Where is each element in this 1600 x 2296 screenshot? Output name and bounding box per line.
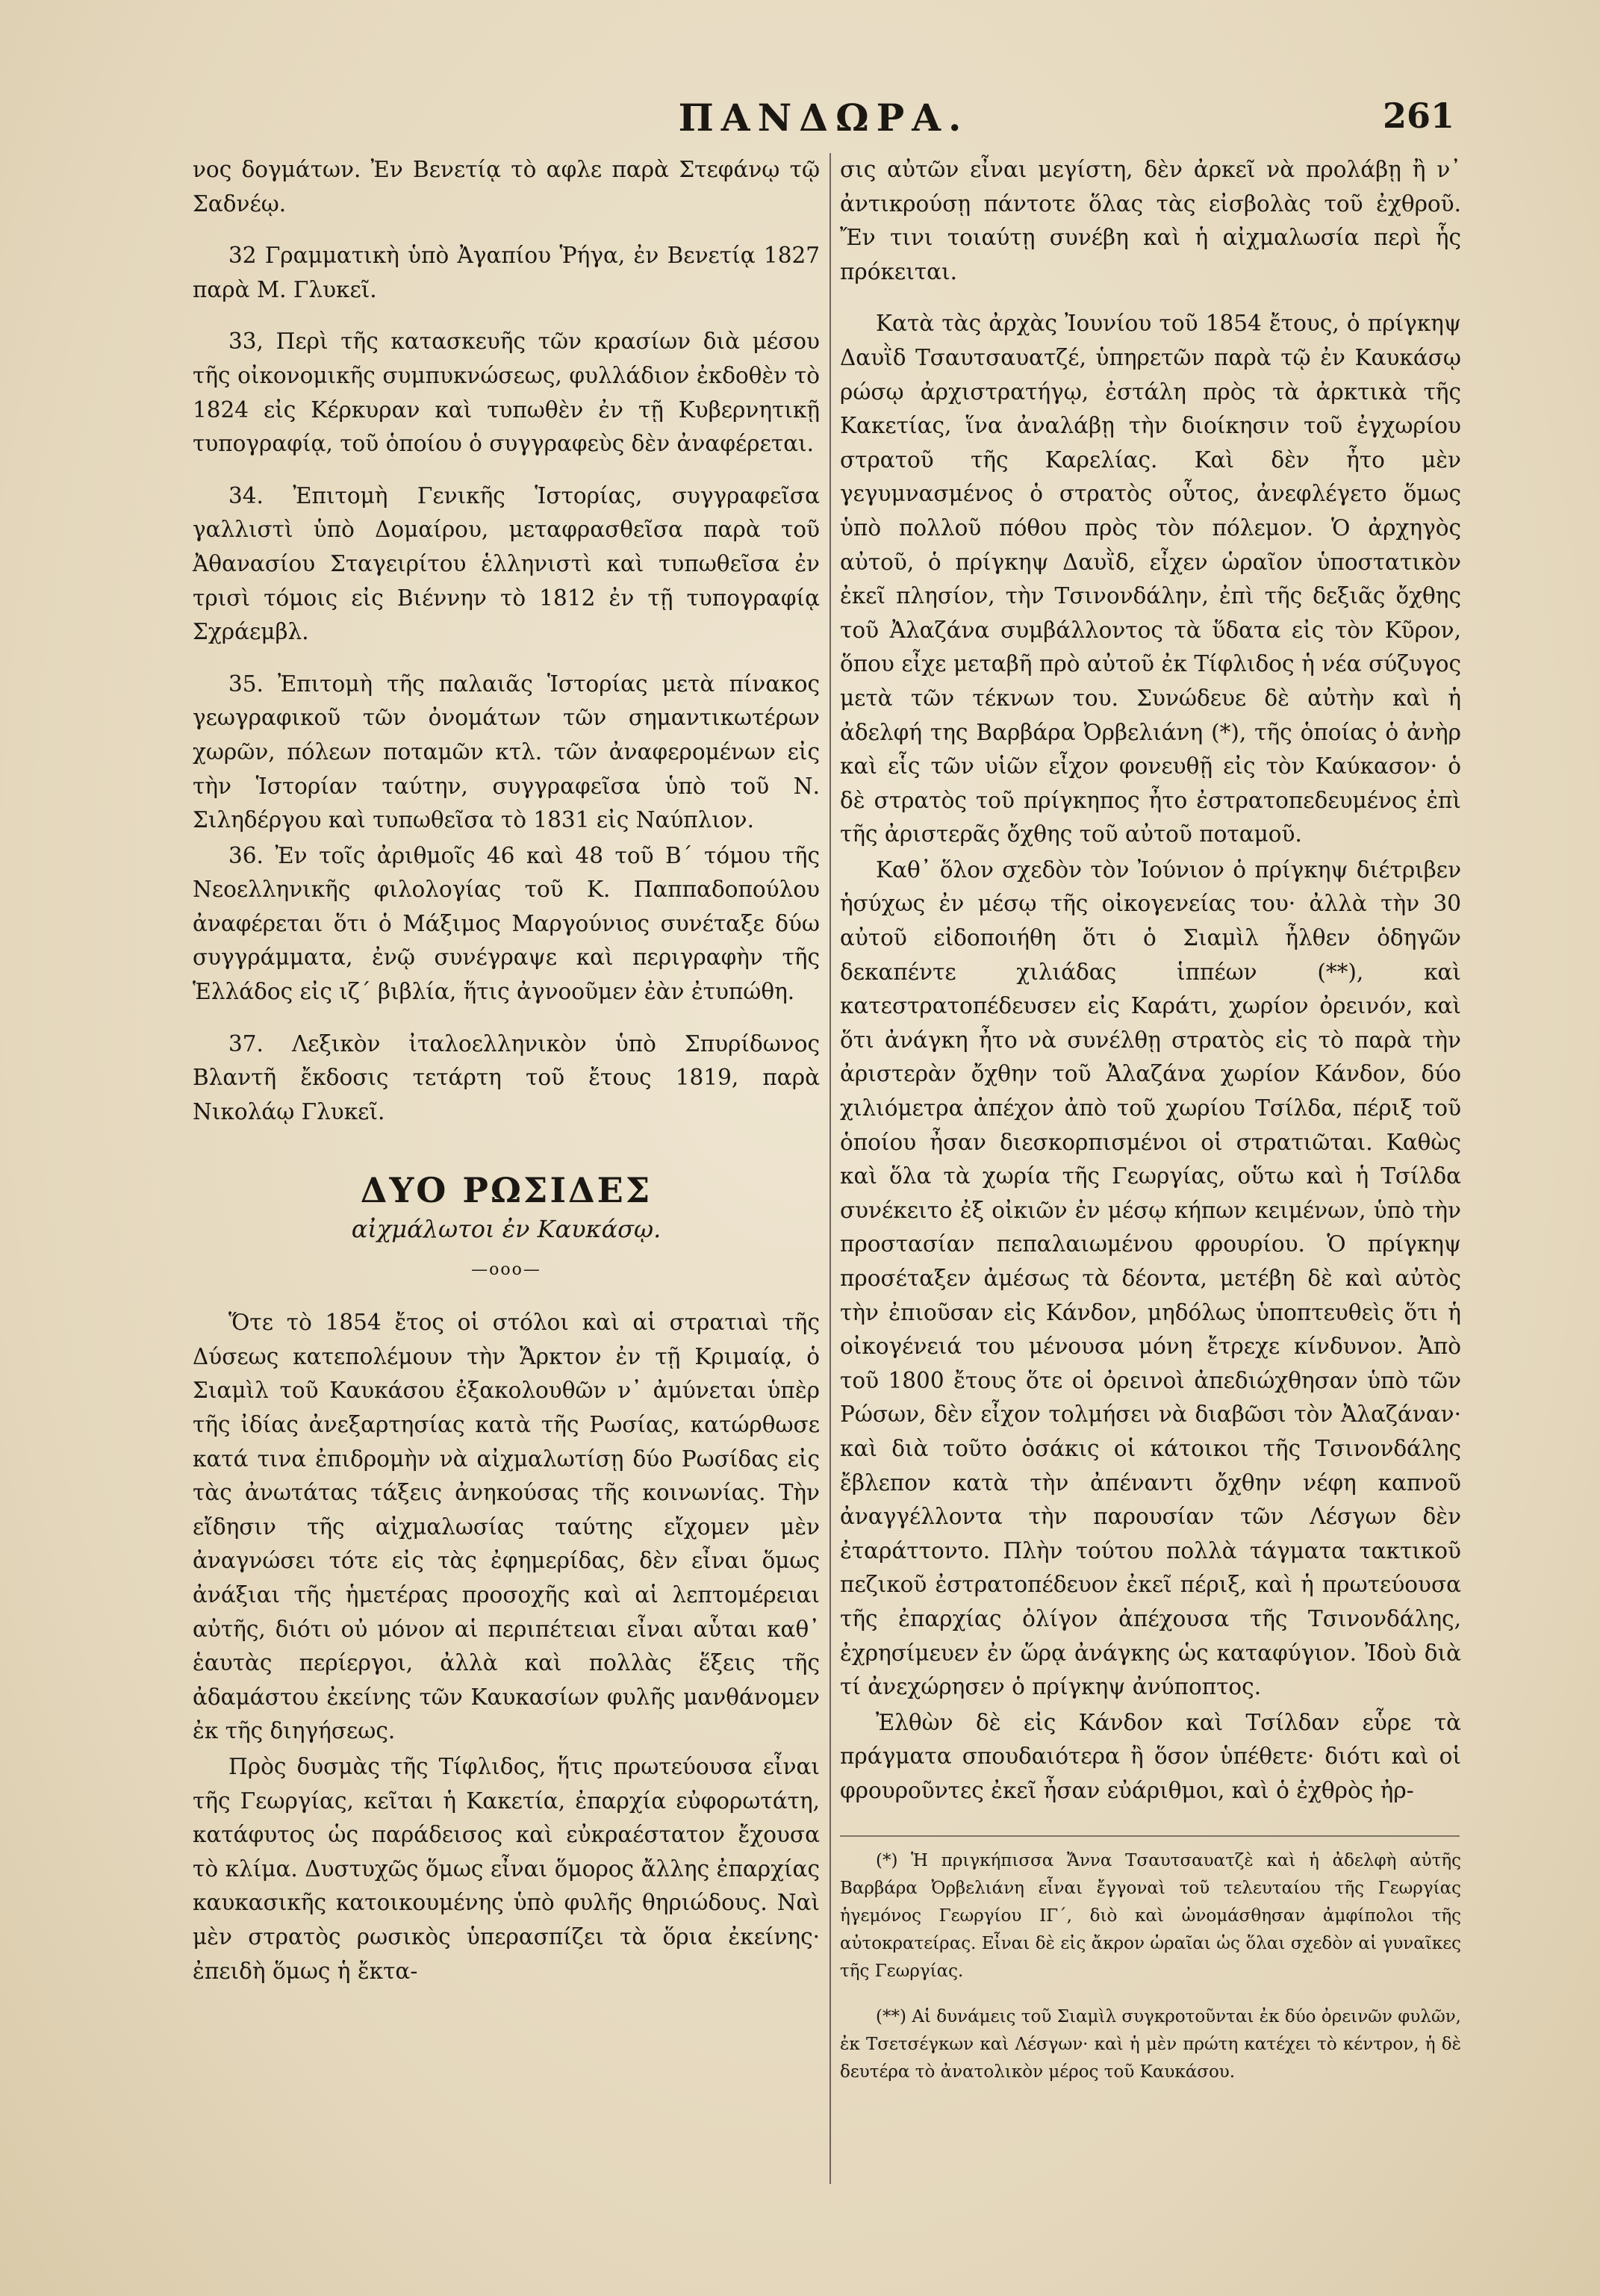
ornament-divider: —ooo— bbox=[471, 1260, 541, 1279]
article-paragraph: Ἐλθὼν δὲ εἰς Κάνδον καὶ Τσίλδαν εὗρε τὰ πράγματα σπουδαιότερα ἢ ὅσον ὑπέθετε· διότι καὶ οἱ φρουροῦντες ἐκεῖ ἦσαν εὐάριθμοι, καὶ ὁ ἐχθρὸς ἠρ- bbox=[840, 1709, 1461, 1803]
catalog-entry-34: 34. Ἐπιτομὴ Γενικῆς Ἱστορίας, συγγραφεῖσα γαλλιστὶ ὑπὸ Δομαίρου, μεταφρασθεῖσα παρὰ τοῦ Ἀθανασίου Σταγειρίτου ἑλληνιστὶ καὶ τυπωθεῖσα ἐν τρισὶ τόμοις εἰς Βιέννην τὸ 1812 ἐν τῇ τυπογραφίᾳ Σχράεμβλ. bbox=[193, 482, 820, 645]
article-subtitle: αἰχμάλωτοι ἐν Καυκάσῳ. bbox=[351, 1215, 662, 1244]
catalog-entry-36: 36. Ἐν τοῖς ἀριθμοῖς 46 καὶ 48 τοῦ Β΄ τόμου τῆς Νεοελληνικῆς φιλολογίας τοῦ Κ. Παππαδοπούλου ἀναφέρεται ὅτι ὁ Μάξιμος Μαργούνιος συνέταξε δύω συγγράμματα, ἐνῷ συνέγραψε καὶ περιγραφὴν τῆς Ἑλλάδος εἰς ιζ΄ βιβλία, ἥτις ἀγνοοῦμεν ἐὰν ἐτυπώθη. bbox=[193, 842, 820, 1005]
running-head: ΠΑΝΔΩΡΑ. bbox=[678, 96, 969, 140]
footnote-1: (*) Ἡ πριγκήπισσα Ἄννα Τσαυτσαυατζὲ καὶ ἡ ἀδελφὴ αὐτῆς Βαρβάρα Ὀρβελιάνη εἶναι ἔγγοναὶ τοῦ τελευταίου τῆς Γεωργίας ἡγεμόνος Γεωργίου ΙΓ΄, διὸ καὶ ὠνομάσθησαν ἀμφίπολοι τῆς αὐτοκρατείρας. Εἶναι δὲ εἰς ἄκρον ὡραῖαι ὡς ὅλαι σχεδὸν αἱ γυναῖκες τῆς Γεωργίας. bbox=[840, 1850, 1461, 1981]
article-paragraph: Πρὸς δυσμὰς τῆς Τίφλιδος, ἥτις πρωτεύουσα εἶναι τῆς Γεωργίας, κεῖται ἡ Κακετία, ἐπαρχία εὐφορωτάτη, κατάφυτος ὡς παράδεισος καὶ εὐκραέστατον ἔχουσα τὸ κλίμα. Δυστυχῶς ὅμως εἶναι ὅμορος ἄλλης ἐπαρχίας καυκασικῆς κατοικουμένης ὑπὸ φυλῆς θηριώδους. Ναὶ μὲν στρατὸς ρωσικὸς ὑπερασπίζει τὰ ὅρια ἐκείνης· ἐπειδὴ ὅμως ἡ ἔκτα- bbox=[193, 1753, 820, 1984]
column-divider bbox=[829, 153, 831, 2184]
catalog-entry-37: 37. Λεξικὸν ἰταλοελληνικὸν ὑπὸ Σπυρίδωνος Βλαντῆ ἔκδοσις τετάρτη τοῦ ἔτους 1819, παρὰ Νικολάῳ Γλυκεῖ. bbox=[193, 1030, 820, 1124]
catalog-entry-33: 33, Περὶ τῆς κατασκευῆς τῶν κρασίων διὰ μέσου τῆς οἰκονομικῆς συμπυκνώσεως, φυλλάδιον ἐκδοθὲν τὸ 1824 εἰς Κέρκυραν καὶ τυπωθὲν ἐν τῇ Κυβερνητικῇ τυπογραφίᾳ, τοῦ ὁποίου ὁ συγγραφεὺς δὲν ἀναφέρεται. bbox=[193, 329, 820, 457]
article-paragraph: Καθ᾿ ὅλον σχεδὸν τὸν Ἰούνιον ὁ πρίγκηψ διέτριβεν ἡσύχως ἐν μέσῳ τῆς οἰκογενείας του· ἀλλὰ τὴν 30 αὐτοῦ εἰδοποιήθη ὅτι ὁ Σιαμὶλ ἦλθεν ὁδηγῶν δεκαπέντε χιλιάδας ἱππέων (**), καὶ κατεστρατοπέδευσεν εἰς Καράτι, χωρίον ὀρεινόν, καὶ ὅτι ἀνάγκη ἦτο νὰ συνέλθῃ στρατὸς εἰς τὸ παρὰ τὴν ἀριστερὰν ὄχθην τοῦ Ἀλαζάνα χωρίον Κάνδον, δύο χιλιόμετρα ἀπέχον ἀπὸ τοῦ χωρίου Τσίλδα, πέριξ τοῦ ὁποίου ἦσαν διεσκορπισμένοι οἱ στρατιῶται. Καθὼς καὶ ὅλα τὰ χωρία τῆς Γεωργίας, οὕτω καὶ ἡ Τσίλδα συνέκειτο ἐξ οἰκιῶν ἐν μέσῳ κήπων κειμένων, ὑπὸ τὴν προστασίαν πεπαλαιωμένου φρουρίου. Ὁ πρίγκηψ προσέταξεν ἀμέσως τὰ δέοντα, μετέβη δὲ καὶ αὐτὸς τὴν ἐπιοῦσαν εἰς Κάνδον, μηδόλως ὑποπτευθεὶς ὅτι ἡ οἰκογένειά του μένουσα μόνη ἔτρεχε κίνδυνον. Ἀπὸ τοῦ 1800 ἔτους ὅτε οἱ ὀρεινοὶ ἀπεδιώχθησαν ὑπὸ τῶν Ρώσων, δὲν εἶχον τολμήσει νὰ διαβῶσι τὸν Ἀλαζάναν· καὶ διὰ τοῦτο ὁσάκις οἱ κάτοικοι τῆς Τσινονδάλης ἔβλεπον κατὰ τὴν ἀπέναντι ὄχθην νέφη καπνοῦ ἀναγγέλλοντα τὴν παρουσίαν τῶν Λέσγων δὲν ἐταράττοντο. Πλὴν τούτου πολλὰ τάγματα τακτικοῦ πεζικοῦ ἐστρατοπέδευον ἐκεῖ πέριξ, καὶ ἡ πρωτεύουσα τῆς ἐπαρχίας ὀλίγον ἀπέχουσα τῆς Τσινονδάλης, ἐχρησίμευεν ἐν ὥρᾳ ἀνάγκης ὡς καταφύγιον. Ἰδοὺ διὰ τί ἀνεχώρησεν ὁ πρίγκηψ ἀνύποπτος. bbox=[840, 856, 1461, 1700]
catalog-entry-continuation: νος δογμάτων. Ἐν Βενετίᾳ τὸ αφλε παρὰ Στεφάνῳ τῷ Σαδνέῳ. bbox=[193, 157, 820, 217]
catalog-entry-32: 32 Γραμματικὴ ὑπὸ Ἀγαπίου Ῥήγα, ἐν Βενετίᾳ 1827 παρὰ Μ. Γλυκεῖ. bbox=[193, 243, 820, 302]
catalog-entry-35: 35. Ἐπιτομὴ τῆς παλαιᾶς Ἱστορίας μετὰ πίνακος γεωγραφικοῦ τῶν ὀνομάτων τῶν σημαντικωτέρων χωρῶν, πόλεων ποταμῶν κτλ. τῶν ἀναφερομένων εἰς τὴν Ἱστορίαν ταύτην, συγγραφεῖσα ὑπὸ τοῦ Ν. Σιληδέργου καὶ τυπωθεῖσα τὸ 1831 εἰς Ναύπλιον. bbox=[193, 671, 820, 833]
right-column bbox=[840, 153, 1461, 2104]
page-number: 261 bbox=[1382, 96, 1454, 136]
left-column bbox=[193, 153, 820, 1990]
article-paragraph: Κατὰ τὰς ἀρχὰς Ἰουνίου τοῦ 1854 ἔτους, ὁ πρίγκηψ Δαυῒδ Τσαυτσαυατζέ, ὑπηρετῶν παρὰ τῷ ἐν Καυκάσῳ ρώσῳ ἀρχιστρατήγῳ, ἐστάλη πρὸς τὰ ἀρκτικὰ τῆς Κακετίας, ἵνα ἀναλάβῃ τὴν διοίκησιν τοῦ ἐγχωρίου στρατοῦ τῆς Καρελίας. Καὶ δὲν ἦτο μὲν γεγυμνασμένος ὁ στρατὸς οὗτος, ἀνεφλέγετο ὅμως ὑπὸ πολλοῦ πόθου πρὸς τὸν πόλεμον. Ὁ ἀρχηγὸς αὐτοῦ, ὁ πρίγκηψ Δαυῒδ, εἶχεν ὡραῖον ὑποστατικὸν ἐκεῖ πλησίον, τὴν Τσινονδάλην, ἐπὶ τῆς δεξιᾶς ὄχθης τοῦ Ἀλαζάνα συμβάλλοντος τὰ ὕδατα εἰς τὸν Κῦρον, ὅπου εἶχε μεταβῆ πρὸ αὐτοῦ ἐκ Τίφλιδος ἡ νέα σύζυγος μετὰ τῶν τέκνων του. Συνώδευε δὲ αὐτὴν καὶ ἡ ἀδελφή της Βαρβάρα Ὀρβελιάνη (*), τῆς ὁποίας ὁ ἀνὴρ καὶ εἷς τῶν υἱῶν εἶχον φονευθῇ εἰς τὸν Καύκασον· ὁ δὲ στρατὸς τοῦ πρίγκηπος ἦτο ἐστρατοπεδευμένος ἐπὶ τῆς ἀριστερᾶς ὄχθης τοῦ αὐτοῦ ποταμοῦ. bbox=[840, 311, 1461, 847]
footnote-divider bbox=[840, 1835, 1460, 1837]
article-paragraph: Ὅτε τὸ 1854 ἔτος οἱ στόλοι καὶ αἱ στρατιαὶ τῆς Δύσεως κατεπολέμουν τὴν Ἄρκτον ἐν τῇ Κριμαίᾳ, ὁ Σιαμὶλ τοῦ Καυκάσου ἐξακολουθῶν ν᾿ ἀμύνεται ὑπὲρ τῆς ἰδίας ἀνεξαρτησίας κατὰ τῆς Ρωσίας, κατώρθωσε κατά τινα ἐπιδρομὴν νὰ αἰχμαλωτίσῃ δύο Ρωσίδας εἰς τὰς ἀνωτάτας τάξεις ἀνηκούσας τῆς κοινωνίας. Τὴν εἴδησιν τῆς αἰχμαλωσίας ταύτης εἴχομεν μὲν ἀναγνώσει τότε εἰς τὰς ἐφημερίδας, δὲν εἶναι ὅμως ἀνάξιαι τῆς ἡμετέρας προσοχῆς καὶ αἱ λεπτομέρειαι αὐτῆς, διότι οὐ μόνον αἱ περιπέτειαι εἶναι αὗται καθ᾿ ἑαυτὰς περίεργοι, ἀλλὰ καὶ πολλὰς ἕξεις τῆς ἀδαμάστου ἐκείνης τῶν Καυκασίων φυλῆς μανθάνομεν ἐκ τῆς διηγήσεως. bbox=[193, 1310, 820, 1744]
footnote-2: (**) Αἱ δυνάμεις τοῦ Σιαμὶλ συγκροτοῦνται ἐκ δύο ὀρεινῶν φυλῶν, ἐκ Τσετσέγκων καὶ Λέσγων· καὶ ἡ μὲν πρώτη κατέχει τὸ κέντρον, ἡ δὲ δευτέρα τὸ ἀνατολικὸν μέρος τοῦ Καυκάσου. bbox=[840, 2006, 1461, 2082]
article-title: ΔΥΟ ΡΩΣΙΔΕΣ bbox=[360, 1170, 653, 1211]
page-header bbox=[193, 96, 1454, 148]
article-paragraph-continuation: σις αὐτῶν εἶναι μεγίστη, δὲν ἀρκεῖ νὰ προλάβῃ ἢ ν᾿ ἀντικρούσῃ πάντοτε ὅλας τὰς εἰσβολὰς τοῦ ἐχθροῦ. Ἔν τινι τοιαύτῃ συνέβη καὶ ἡ αἰχμαλωσία περὶ ἧς πρόκειται. bbox=[840, 157, 1461, 284]
